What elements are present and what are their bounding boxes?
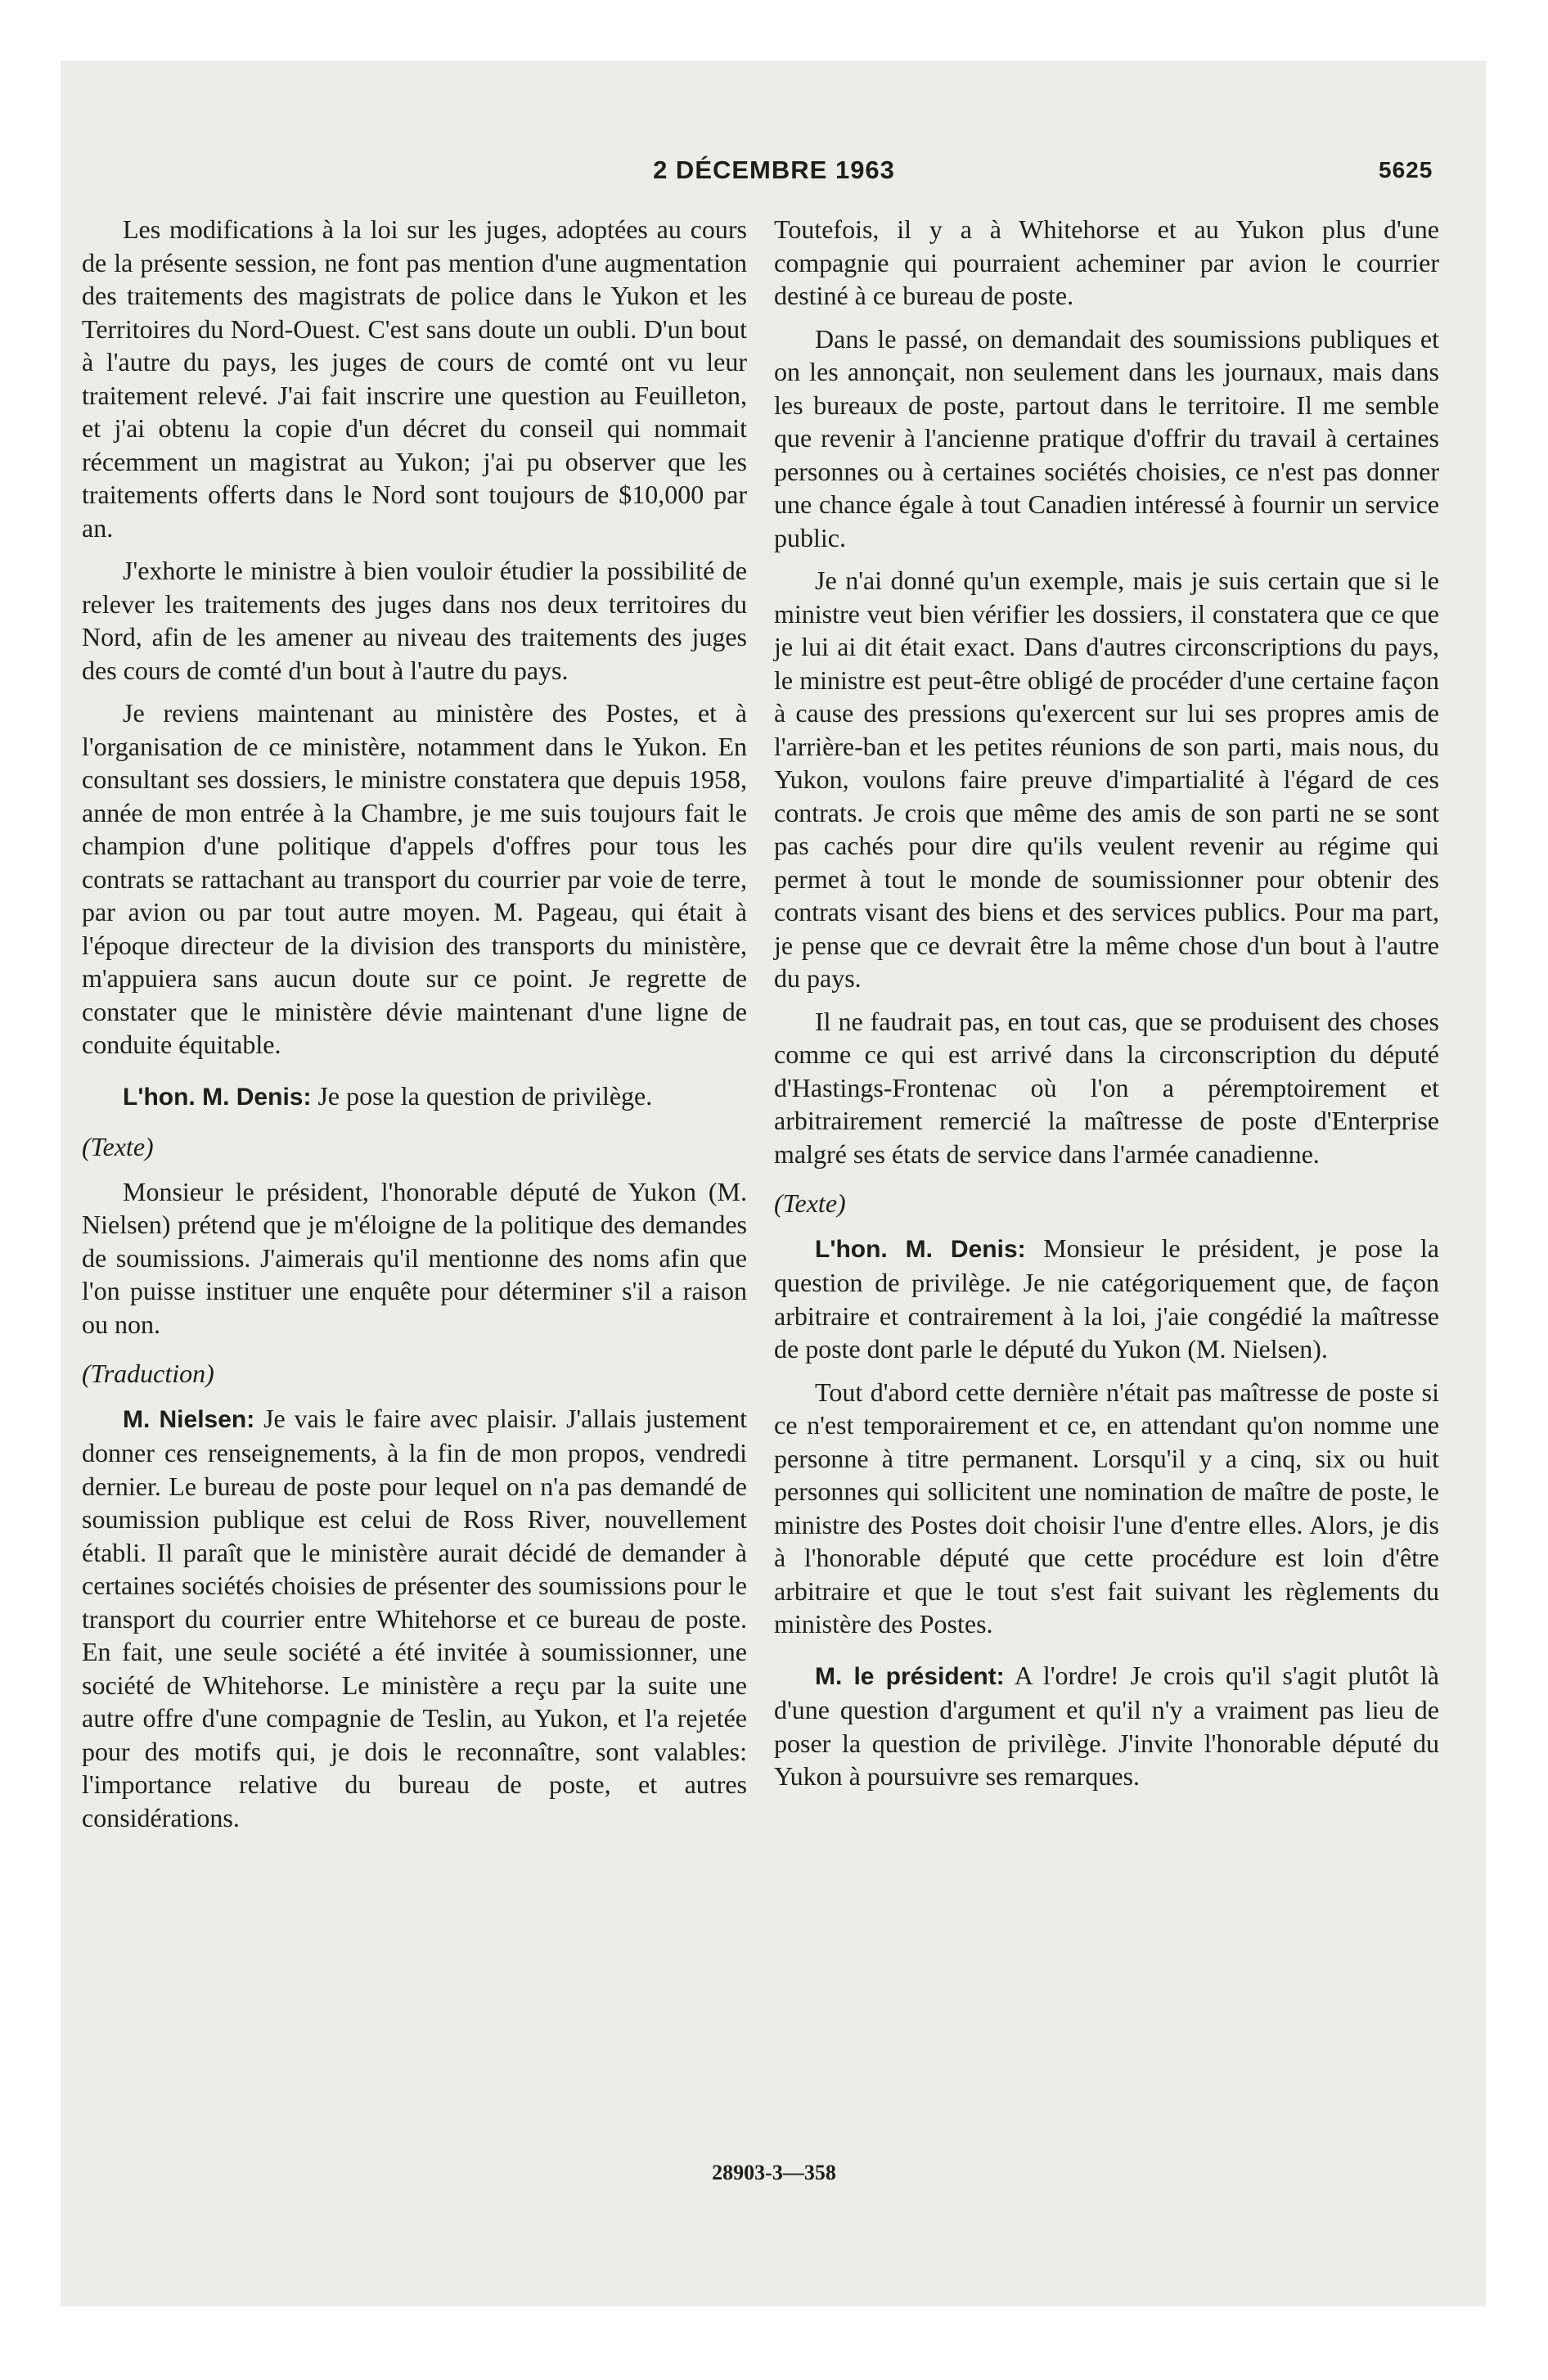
left-column [82, 213, 747, 1844]
speech-paragraph [82, 1402, 747, 1835]
paragraph: Tout d'abord cette dernière n'était pas maîtresse de poste si ce n'est temporairement et ce, en attendant qu'on nomme une personne à titre permanent. Lorsqu'il y a cinq, six ou huit personnes qui sollicitent une nomination de maître de poste, le ministre des Postes doit choisir l'une d'entre elles. Alors, je dis à l'honorable député que cette procédure est loin d'être arbitraire et que le tout s'est fait suivant les règlements du ministère des Postes. [774, 1377, 1439, 1639]
section-heading: (Texte) [82, 1132, 154, 1161]
paragraph: Les modifications à la loi sur les juges, adoptées au cours de la présente session, ne font pas mention d'une augmentation des traitements des magistrats de police dans le Yukon et les Territoires du Nord-Ouest. C'est sans doute un oubli. D'un bout à l'autre du pays, les juges de cours de comté ont vu leur traitement relevé. J'ai fait inscrire une question au Feuilleton, et j'ai obtenu la copie d'un décret du conseil qui nommait récemment un magistrat au Yukon; j'ai pu observer que les traitements offerts dans le Nord sont toujours de $10,000 par an. [82, 214, 747, 543]
speech-paragraph [774, 1659, 1439, 1793]
paragraph: Dans le passé, on demandait des soumissions publiques et on les annonçait, non seulement dans les journaux, mais dans les bureaux de poste, partout dans le territoire. Il me semble que revenir à l'ancienne pratique d'offrir du travail à certaines personnes ou à certaines sociétés choisies, ce n'est pas donner une chance égale à tout Canadien intéressé à fournir un service public. [774, 323, 1439, 552]
speech-paragraph [82, 1080, 747, 1115]
footer-code: 28903-3—358 [712, 2161, 836, 2184]
section-heading: (Traduction) [82, 1359, 214, 1388]
speech-text: Je vais le faire avec plaisir. J'allais justement donner ces renseignements, à la fin de mon propos, vendredi dernier. Le bureau de poste pour lequel on n'a pas demandé de soumission publique est celui de Ross River, nouvellement établi. Il paraît que le ministère aurait décidé de demander à certaines sociétés choisies de présenter des soumissions pour le transport du courrier entre Whitehorse et ce bureau de poste. En fait, une seule société a été invitée à soumissionner, une société de Whitehorse. Le ministère a reçu par la suite une autre offre d'une compagnie de Teslin, au Yukon, et l'a rejetée pour des motifs qui, je dois le reconnaître, sont valables: l'importance relative du bureau de poste, et autres considérations. [82, 1403, 748, 1832]
speaker-name: M. le président: [815, 1662, 1005, 1690]
speaker-name: M. Nielsen: [123, 1405, 255, 1433]
speech-text: Je pose la question de privilège. [311, 1080, 653, 1111]
paragraph: Il ne faudrait pas, en tout cas, que se produisent des choses comme ce qui est arrivé dans la circonscription du député d'Hastings-Frontenac où l'on a péremptoirement et arbitrairement remercié la maîtresse de poste d'Enterprise malgré ses états de service dans l'armée canadienne. [774, 1006, 1439, 1169]
right-column [774, 213, 1439, 1803]
speech-text: A l'ordre! Je crois qu'il s'agit plutôt là d'une question d'argument et qu'il n'y a vraiment pas lieu de poser la question de privilège. J'invite l'honorable député du Yukon à poursuivre ses remarques. [774, 1660, 1439, 1791]
speaker-name: L'hon. M. Denis: [815, 1235, 1026, 1263]
speaker-name: L'hon. M. Denis: [123, 1083, 312, 1111]
page-number: 5625 [1379, 157, 1433, 183]
speech-paragraph [774, 1232, 1439, 1366]
running-head-date: 2 DÉCEMBRE 1963 [653, 156, 895, 184]
paragraph: J'exhorte le ministre à bien vouloir étudier la possibilité de relever les traitements des juges dans nos deux territoires du Nord, afin de les amener au niveau des traitements des juges des cours de comté d'un bout à l'autre du pays. [82, 556, 747, 685]
paragraph: Toutefois, il y a à Whitehorse et au Yukon plus d'une compagnie qui pourraient acheminer par avion le courrier destiné à ce bureau de poste. [774, 214, 1439, 310]
paragraph: Monsieur le président, l'honorable député de Yukon (M. Nielsen) prétend que je m'éloigne de la politique des demandes de soumissions. J'aimerais qu'il mentionne des noms afin que l'on puisse instituer une enquête pour déterminer s'il a raison ou non. [82, 1176, 747, 1339]
paragraph: Je reviens maintenant au ministère des Postes, et à l'organisation de ce ministère, notamment dans le Yukon. En consultant ses dossiers, le ministre constatera que depuis 1958, année de mon entrée à la Chambre, je me suis toujours fait le champion d'une politique d'appels d'offres pour tous les contrats se rattachant au transport du courrier par voie de terre, par avion ou par tout autre moyen. M. Pageau, qui était à l'époque directeur de la division des transports du ministère, m'appuiera sans aucun doute sur ce point. Je regrette de constater que le ministère dévie maintenant d'une ligne de conduite équitable. [82, 698, 747, 1059]
section-heading: (Texte) [774, 1188, 846, 1218]
paragraph: Je n'ai donné qu'un exemple, mais je suis certain que si le ministre veut bien vérifier les dossiers, il constatera que ce que je lui ai dit était exact. Dans d'autres circonscriptions du pays, le ministre est peut-être obligé de procéder d'une certaine façon à cause des pressions qu'exercent sur lui ses propres amis de l'arrière-ban et les petites réunions de son parti, mais nous, du Yukon, voulons faire preuve d'impartialité à l'égard de ces contrats. Je crois que même des amis de son parti ne se sont pas cachés pour dire qu'ils veulent revenir au régime qui permet à tout le monde de soumissionner pour obtenir des contrats visant des biens et des services publics. Pour ma part, je pense que ce devrait être la même chose d'un bout à l'autre du pays. [774, 566, 1439, 993]
speech-text: Monsieur le président, je pose la question de privilège. Je nie catégoriquement que, de façon arbitraire et contrairement à la loi, j'aie congédié la maîtresse de poste dont parle le député du Yukon (M. Nielsen). [774, 1233, 1440, 1364]
